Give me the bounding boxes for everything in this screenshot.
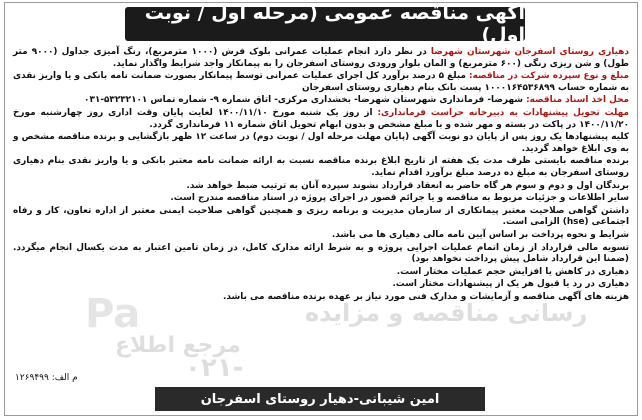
paragraph-deposit-text: مبلغ ۵ درصد برآورد کل اجرای عملیات عمرانی توسط پیمانکار بصورت ضمانت نامه بانکی و یا واریز نقدی به شماره حساب ۱۰۰۰۱۶۴۵۳۶۸۹۹ پست بانک بنام دهیاری روستای اسفرجان — [13, 71, 629, 93]
watermark-logo: Pa — [85, 291, 141, 337]
paragraph-details: سایر اطلاعات و جزئیات مربوط به مناقصه و یا جرائم قصور در اجرای پروژه در اسناد مناقصه مندرج است. — [170, 193, 629, 204]
paragraph-deposit-lead: مبلغ و نوع سپرده شرکت در مناقصه: — [469, 71, 630, 82]
paragraph-documents — [13, 95, 629, 107]
ad-number: م الف: ۱۲۶۹۴۹۹ — [15, 373, 78, 383]
paragraph-costs: هزینه های آگهی مناقصه و آزمایشات و مدارک فنی مورد نیاز بر عهده برنده مناقصه می باشد. — [223, 291, 629, 302]
tender-notice-page — [4, 2, 638, 416]
paragraph-opening: کلیه پیشنهادها یک روز پس از پایان دو نوبت آگهی (پایان مهلت مرحله اول / نوبت دوم) در ساعت ۱۲ ظهر بازگشایی و برنده مناقصه مشخص و به وی ابلاغ خواهد گردید. — [13, 132, 629, 154]
paragraph-deadline — [13, 108, 629, 131]
notice-title: آگهی مناقصه عمومی (مرحله اول / نوبت اول) — [144, 2, 525, 46]
watermark-site-name: رسانی مناقصه و مزایده — [305, 299, 588, 327]
paragraph-project-text: در نظر دارد انجام عملیات عمرانی بلوک فرش (۱۰۰۰ مترمربع)، رنگ آمیزی جداول (۹۰۰۰ متر طول) و شن ریزی رنگی (۶۰۰ مترمربع) و المان بلوار ورودی روستای اسفرجان را به پیمانکار واجد شرایط واگذار نماید. — [13, 47, 629, 69]
paragraph-settlement: تسویه مالی قرارداد از زمان اتمام عملیات اجرایی پروژه و به شرط ارائه مدارک کامل، در زمان تامین اعتبار به مدت یکسال انجام میگردد. (ضمنا این قرارداد شامل پیش پرداخت نخواهد بود) — [13, 242, 629, 265]
paragraph-documents-text: شهرضا- فرمانداری شهرستان شهرضا- بخشداری مرکزی- اتاق شماره ۹- شماره تماس ۵۳۲۳۲۱۰۱-۰۳۱ — [84, 95, 527, 106]
notice-title-banner — [125, 2, 525, 46]
paragraph-acceptance: دهیاری در رد یا قبول هر یک از پیشنهادات مختار است. — [392, 279, 629, 290]
notice-body — [13, 47, 629, 304]
paragraph-forfeit: برندگان اول و دوم و سوم هر گاه حاضر به انعقاد قرارداد نشوند سپرده آنان به ترتیب ضبط خواهد شد. — [186, 180, 629, 191]
paragraph-project-lead: دهیاری روستای اسفرجان شهرستان شهرضا — [430, 47, 630, 57]
paragraph-deadline-text: از روز یک شنبه مورخ ۱۴۰۰/۱۱/۱۰ لغایت پایان وقت اداری روز چهارشنبه مورخ ۱۴۰۰/۱۱/۲۰ در پاکت در بسته و مهر شده و با مبلغ مشخص و بدون ابهام تحویل اتاق شماره ۱۱ فرمانداری گردد. — [13, 107, 629, 130]
watermark-phone: ۰۲۱- — [185, 353, 244, 383]
watermark-tagline: مرجع اطلاع — [115, 333, 241, 358]
paragraph-guarantee: برنده مناقصه بایستی ظرف مدت یک هفته از تاریخ ابلاغ برنده مناقصه نسبت به ارائه ضمانت نامه معتبر بانکی و یا واریز نقدی بنام دهیاری روستای اسفرجان به مبلغ ده درصد مبلغ برآورد اقدام نماید. — [13, 156, 629, 178]
paragraph-payment-terms: شرایط و نحوه پرداخت بر اساس آیین نامه مالی دهیاری ها می باشد. — [331, 229, 629, 240]
footer-signature: امین شیبانی-دهیار روستای اسفرجان — [200, 391, 440, 407]
paragraph-project — [13, 47, 629, 70]
footer-signature-bar — [155, 387, 485, 411]
paragraph-deposit — [13, 71, 629, 94]
paragraph-volume: دهیاری در کاهش یا افزایش حجم عملیات مختار است. — [396, 266, 629, 277]
paragraph-documents-lead: محل اخذ اسناد مناقصه: — [526, 95, 629, 106]
paragraph-qualification: داشتن گواهی صلاحیت معتبر پیمانکاری از سازمان مدیریت و برنامه ریزی و همچنین گواهی صلاحیت ایمنی معتبر از اداره تعاون، کار و رفاه اجتماعی (hse) الزامی است. — [13, 205, 629, 228]
paragraph-deadline-lead: مهلت تحویل پیشنهادات به دبیرخانه حراست فرمانداری: — [377, 107, 630, 118]
